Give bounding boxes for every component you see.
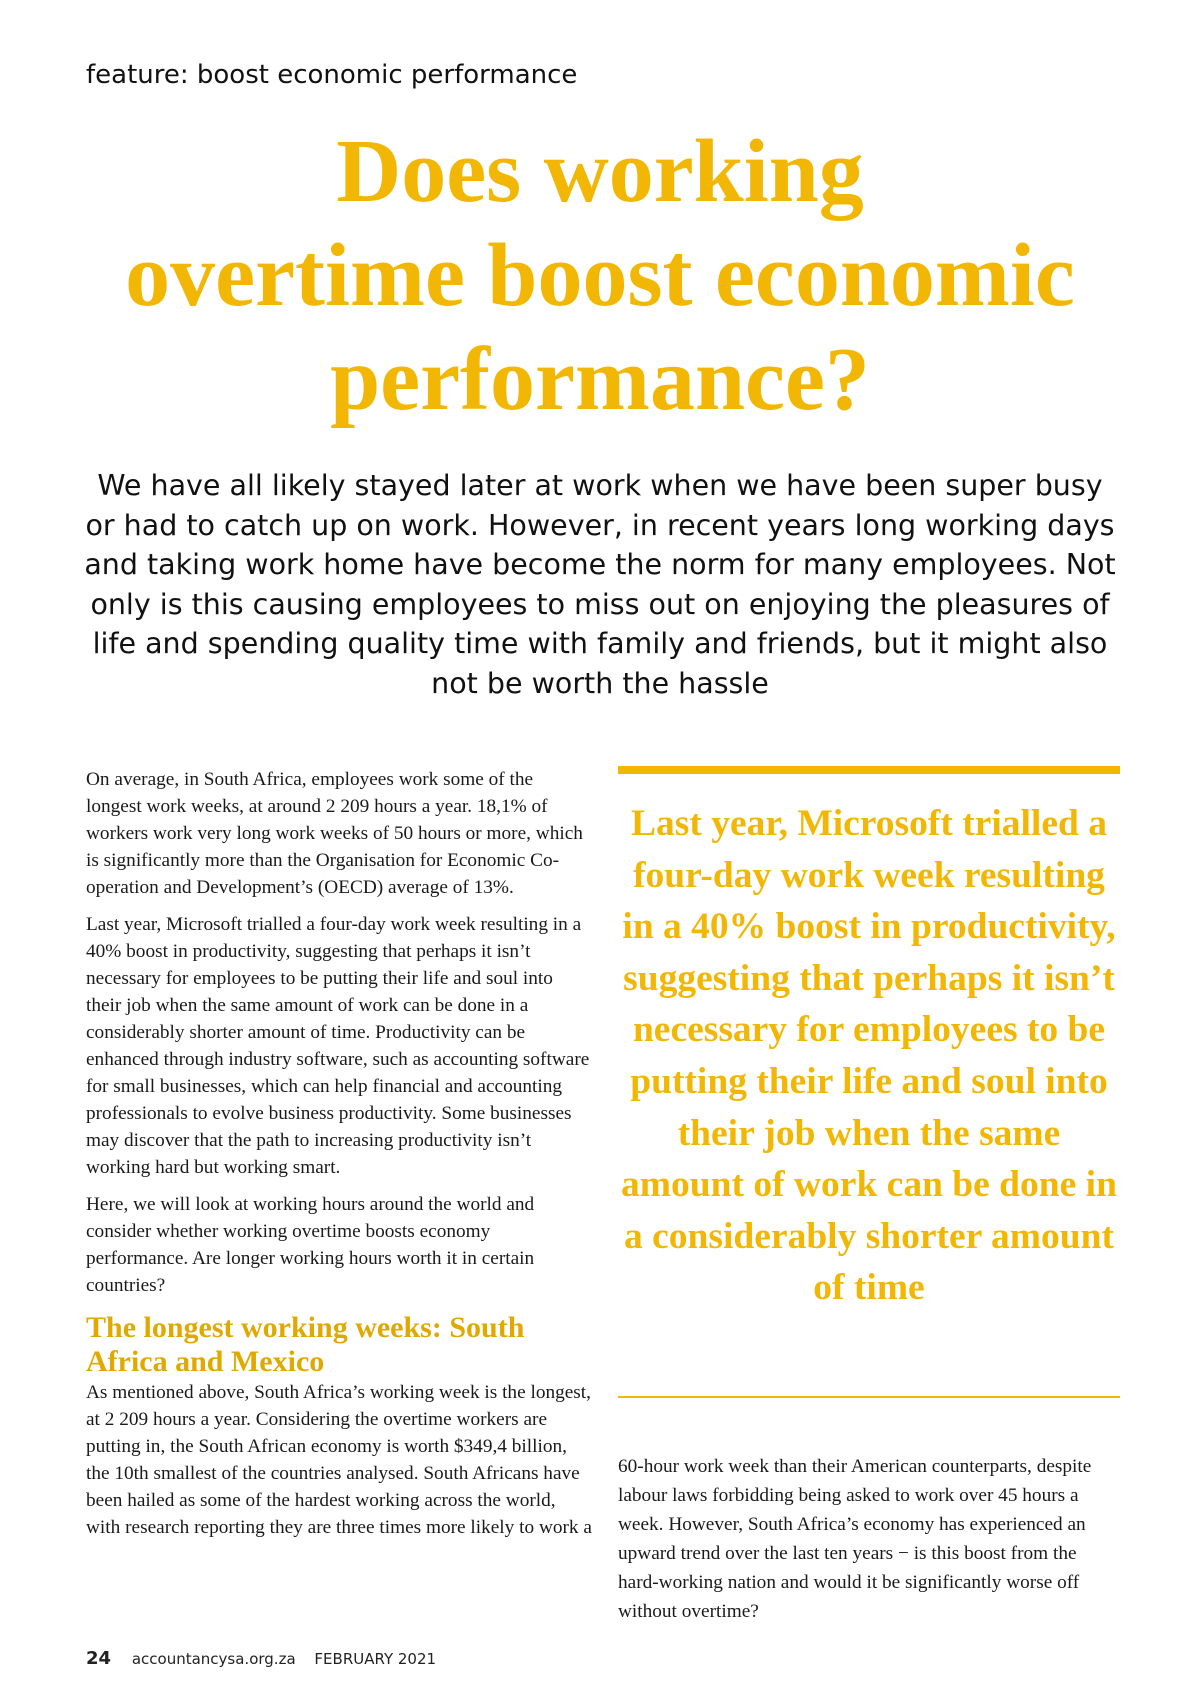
headline-line: Does working (336, 122, 864, 221)
body-paragraph: On average, in South Africa, employees work some of the longest work weeks, at around 2 209 hours a year. 18,1% of workers work very long work weeks of 50 hours or more, which is significantly more than the Organisation for Economic Co-operation and Development’s (OECD) average of 13%. (86, 769, 583, 898)
pull-quote: Last year, Microsoft trialled a four-day work week resulting in a 40% boost in productivity, suggesting that perhaps it isn’t necessary for employees to be putting their life and soul into their job when the same amount of work can be done in a considerably shorter amount of time (621, 803, 1117, 1309)
pull-quote-bottom-rule (618, 1396, 1120, 1398)
section-subheading: The longest working weeks: South Africa and Mexico (86, 1311, 525, 1378)
left-column (86, 766, 592, 1551)
headline-line: performance? (330, 330, 870, 429)
headline-line: overtime boost economic (125, 226, 1075, 325)
pull-quote-box (618, 766, 1120, 1314)
section-kicker: feature: boost economic performance (86, 60, 578, 90)
standfirst: We have all likely stayed later at work when we have been super busy or had to catch up on work. However, in recent years long working days and taking work home have become the norm for many employees. Not only is this causing employees to miss out on enjoying the pleasures of life and spending quality time with family and friends, but it might also not be worth the hassle (84, 469, 1116, 700)
article-headline (60, 120, 1140, 432)
page-number: 24 (86, 1648, 112, 1669)
body-paragraph: As mentioned above, South Africa’s working week is the longest, at 2 209 hours a year. Considering the overtime workers are putting in, the South African economy is worth $349,4 billion, the 10th smallest of the countries analysed. South Africans have been hailed as some of the hardest working across the world, with research reporting they are three times more likely to work a (86, 1382, 592, 1538)
page-footer (86, 1648, 436, 1669)
body-paragraph: Here, we will look at working hours around the world and consider whether working overtime boosts economy performance. Are longer working hours worth it in certain countries? (86, 1194, 535, 1296)
pull-quote-top-rule (618, 766, 1120, 774)
right-column-paragraph: 60-hour work week than their American counterparts, despite labour laws forbidding being asked to work over 45 hours a week. However, South Africa’s economy has experienced an upward trend over the last ten years − is this boost from the hard-working nation and would it be significantly worse off without overtime? (618, 1456, 1092, 1622)
footer-issue-date: FEBRUARY 2021 (314, 1650, 437, 1668)
body-paragraph: Last year, Microsoft trialled a four-day work week resulting in a 40% boost in productivity, suggesting that perhaps it isn’t necessary for employees to be putting their life and soul into their job when the same amount of work can be done in a considerably shorter amount of time. Productivity can be enhanced through industry software, such as accounting software for small businesses, which can help financial and accounting professionals to evolve business productivity. Some businesses may discover that the path to increasing productivity isn’t working hard but working smart. (86, 914, 590, 1178)
footer-website: accountancysa.org.za (131, 1650, 296, 1668)
